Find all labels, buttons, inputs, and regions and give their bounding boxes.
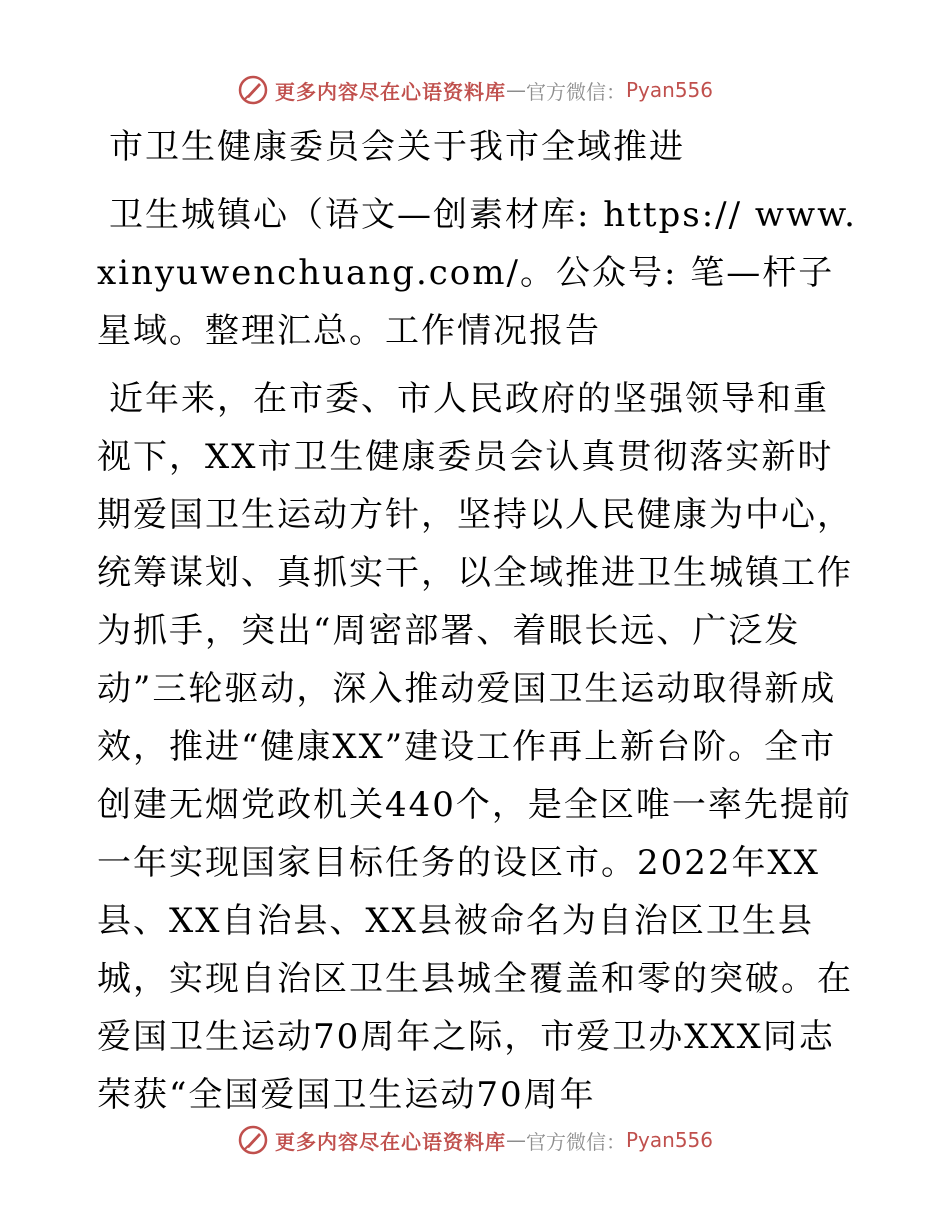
banner-separator: — xyxy=(505,1128,526,1152)
header-watermark-banner xyxy=(0,70,950,110)
document-subtitle: 卫生城镇心（语文—创素材库: https:// www.xinyuwenchuang.com/。公众号: 笔—杆子星域。整理汇总。工作情况报告 xyxy=(97,195,857,351)
document-body xyxy=(97,110,857,1124)
banner-promo-text: 更多内容尽在心语资料库 xyxy=(274,1129,506,1154)
banner-separator: — xyxy=(505,78,526,102)
feather-pen-logo-icon xyxy=(237,1124,269,1156)
feather-pen-logo-icon xyxy=(237,74,269,106)
banner-wechat-id: Pyan556 xyxy=(625,78,713,102)
document-title: 市卫生健康委员会关于我市全域推进 xyxy=(109,127,685,167)
banner-wechat-id: Pyan556 xyxy=(625,1128,713,1152)
banner-wechat-label: 官方微信： xyxy=(525,1129,626,1154)
banner-wechat-label: 官方微信： xyxy=(525,79,626,104)
document-paragraph: 近年来，在市委、市人民政府的坚强领导和重视下，XX市卫生健康委员会认真贯彻落实新时期爱国卫生运动方针，坚持以人民健康为中心，统筹谋划、真抓实干，以全域推进卫生城镇工作为抓手，突出“周密部署、着眼长远、广泛发动”三轮驱动，深入推动爱国卫生运动取得新成效，推进“健康XX”建设工作再上新台阶。全市创建无烟党政机关440个，是全区唯一率先提前一年实现国家目标任务的设区市。2022年XX县、XX自治县、XX县被命名为自治区卫生县城，实现自治区卫生县城全覆盖和零的突破。在爱国卫生运动70周年之际，市爱卫办XXX同志荣获“全国爱国卫生运动70周年 xyxy=(97,379,853,1115)
banner-promo-text: 更多内容尽在心语资料库 xyxy=(274,79,506,104)
footer-watermark-banner xyxy=(0,1120,950,1160)
